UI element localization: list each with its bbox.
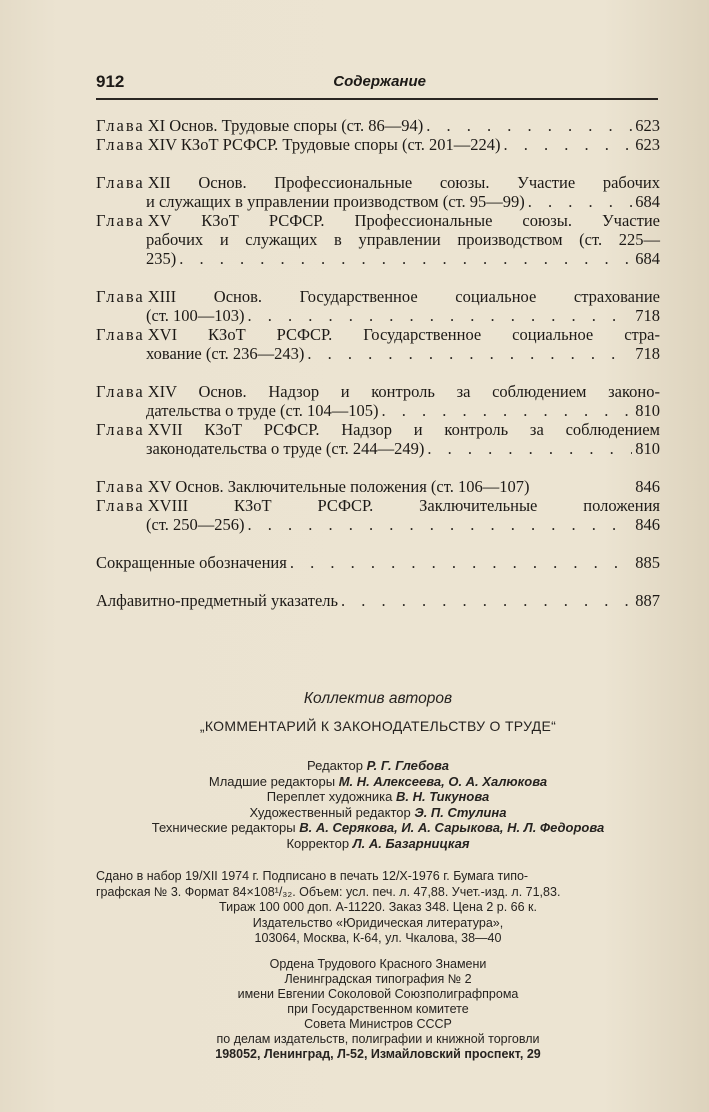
credit-line — [96, 789, 660, 805]
toc-page-number: 887 — [635, 591, 660, 610]
dot-leader — [248, 306, 633, 325]
toc-line — [96, 192, 660, 211]
print-line: Тираж 100 000 доп. А-11220. Заказ 348. Цена 2 р. 66 к. — [219, 900, 537, 914]
chapter-prefix: Глава — [96, 287, 145, 306]
toc-line — [96, 420, 660, 439]
credit-line — [96, 774, 660, 790]
table-of-contents — [96, 116, 660, 629]
printer-line: 198052, Ленинград, Л-52, Измайловский проспект, 29 — [215, 1046, 541, 1061]
toc-line — [96, 382, 660, 401]
toc-line — [96, 496, 660, 515]
toc-text: 235) — [146, 249, 177, 268]
running-title: Содержание — [333, 73, 426, 90]
toc-line — [96, 116, 660, 135]
chapter-prefix: Глава — [96, 477, 145, 496]
chapter-prefix: Глава — [96, 325, 145, 344]
toc-line — [96, 439, 660, 458]
chapter-prefix: Глава — [96, 496, 145, 515]
printer-line: Ленинградская типография № 2 — [284, 971, 472, 986]
credit-line — [96, 836, 660, 852]
page-number: 912 — [96, 72, 125, 91]
toc-group — [96, 173, 660, 268]
toc-text: (ст. 100—103) — [146, 306, 245, 325]
toc-text: Алфавитно-предметный указатель — [96, 591, 339, 610]
toc-line — [96, 325, 660, 344]
dot-leader — [504, 135, 633, 154]
toc-text: XVII КЗоТ РСФСР. Надзор и контроль за соблюдением — [147, 420, 660, 439]
printer-line: при Государственном комитете — [287, 1001, 469, 1016]
toc-group — [96, 382, 660, 458]
toc-entry — [96, 553, 660, 572]
toc-text: хование (ст. 236—243) — [146, 344, 305, 363]
printer-line: имени Евгении Соколовой Союзполиграфпрома — [237, 986, 519, 1001]
toc-page-number: 846 — [635, 477, 660, 496]
toc-text: XVI КЗоТ РСФСР. Государственное социальное стра- — [147, 325, 660, 344]
toc-line — [96, 211, 660, 230]
toc-line — [96, 553, 660, 572]
toc-entry — [96, 173, 660, 211]
toc-group — [96, 477, 660, 534]
credit-name: Л. А. Базарницкая — [352, 835, 470, 851]
dot-leader — [382, 401, 633, 420]
printer-line: Ордена Трудового Красного Знамени — [269, 956, 487, 971]
credit-name: В. Н. Тикунова — [395, 789, 490, 804]
print-line: Сдано в набор 19/XII 1974 г. Подписано в печать 12/X-1976 г. Бумага типо- — [96, 869, 529, 883]
toc-page-number: 810 — [635, 439, 660, 458]
credit-name: М. Н. Алексеева, О. А. Халюкова — [338, 773, 548, 789]
toc-entry — [96, 382, 660, 420]
toc-page-number: 718 — [635, 306, 660, 325]
toc-page-number: 718 — [635, 344, 660, 363]
chapter-prefix: Глава — [96, 173, 145, 192]
toc-text: XIV КЗоТ РСФСР. Трудовые споры (ст. 201—224) — [147, 135, 501, 154]
chapter-prefix: Глава — [96, 116, 145, 135]
toc-line — [96, 287, 660, 306]
printer-block — [96, 957, 660, 1062]
credit-role: Технические редакторы — [151, 820, 296, 835]
credit-line — [96, 805, 660, 821]
toc-line — [96, 173, 660, 192]
chapter-prefix: Глава — [96, 135, 145, 154]
toc-entry — [96, 287, 660, 325]
printer-line: по делам издательств, полиграфии и книжной торговли — [216, 1031, 540, 1046]
dot-leader — [528, 192, 632, 211]
toc-line — [96, 477, 660, 496]
publisher-address: 103064, Москва, К-64, ул. Чкалова, 38—40 — [254, 931, 502, 945]
toc-text: XII Основ. Профессиональные союзы. Участие рабочих — [147, 173, 660, 192]
toc-line — [96, 230, 660, 249]
toc-text: XV КЗоТ РСФСР. Профессиональные союзы. Участие — [147, 211, 660, 230]
toc-entry — [96, 325, 660, 363]
toc-text: XIII Основ. Государственное социальное страхование — [147, 287, 660, 306]
toc-entry — [96, 116, 660, 135]
toc-text: (ст. 250—256) — [146, 515, 245, 534]
toc-text: Сокращенные обозначения — [96, 553, 287, 572]
credit-role: Художественный редактор — [249, 804, 411, 820]
dot-leader — [341, 591, 632, 610]
toc-group — [96, 591, 660, 610]
print-line: графская № 3. Формат 84×108¹/₃₂. Объем: усл. печ. л. 47,88. Учет.-изд. л. 71,83. — [96, 884, 561, 899]
toc-line — [96, 306, 660, 325]
toc-line — [96, 591, 660, 610]
chapter-prefix: Глава — [96, 420, 145, 439]
credits-block — [96, 758, 660, 851]
toc-text: дательства о труде (ст. 104—105) — [146, 401, 379, 420]
toc-entry — [96, 591, 660, 610]
toc-entry — [96, 496, 660, 534]
toc-line — [96, 135, 660, 154]
colophon — [96, 690, 660, 1062]
chapter-prefix: Глава — [96, 382, 145, 401]
credit-role: Переплет художника — [266, 789, 393, 804]
credit-name: Р. Г. Глебова — [366, 758, 449, 773]
toc-text: законодательства о труде (ст. 244—249) — [146, 439, 425, 458]
credit-role: Корректор — [286, 835, 350, 851]
toc-line — [96, 249, 660, 268]
dot-leader — [307, 344, 632, 363]
toc-line — [96, 401, 660, 420]
credit-name: Э. П. Стулина — [414, 804, 507, 820]
toc-text: XVIII КЗоТ РСФСР. Заключительные положения — [147, 496, 660, 515]
dot-leader — [426, 116, 632, 135]
toc-text: XIV Основ. Надзор и контроль за соблюдением законо- — [147, 382, 660, 401]
toc-group — [96, 287, 660, 363]
toc-line — [96, 515, 660, 534]
toc-text: XI Основ. Трудовые споры (ст. 86—94) — [147, 116, 424, 135]
publisher-line: Издательство «Юридическая литература», — [252, 915, 504, 930]
toc-page-number: 846 — [635, 515, 660, 534]
toc-group — [96, 553, 660, 572]
toc-page-number: 623 — [635, 135, 660, 154]
page-header — [96, 72, 658, 100]
printer-line: Совета Министров СССР — [304, 1016, 452, 1031]
toc-text: XV Основ. Заключительные положения (ст. 106—107) — [147, 477, 530, 496]
credit-role: Редактор — [307, 758, 363, 773]
toc-page-number: 684 — [635, 249, 660, 268]
authors-line: Коллектив авторов — [303, 690, 453, 707]
toc-entry — [96, 477, 660, 496]
dot-leader — [248, 515, 633, 534]
credit-role: Младшие редакторы — [208, 773, 336, 789]
toc-line — [96, 344, 660, 363]
toc-page-number: 623 — [635, 116, 660, 135]
credit-name: В. А. Серякова, И. А. Сарыкова, Н. Л. Федорова — [299, 820, 605, 835]
toc-entry — [96, 211, 660, 268]
toc-entry — [96, 135, 660, 154]
toc-text: рабочих и служащих в управлении производством (ст. 225— — [146, 230, 660, 249]
credit-line — [96, 758, 660, 774]
dot-leader — [290, 553, 632, 572]
book-title: „КОММЕНТАРИЙ К ЗАКОНОДАТЕЛЬСТВУ О ТРУДЕ“ — [199, 718, 557, 734]
chapter-prefix: Глава — [96, 211, 145, 230]
toc-group — [96, 116, 660, 154]
toc-page-number: 810 — [635, 401, 660, 420]
toc-page-number: 885 — [635, 553, 660, 572]
toc-text: и служащих в управлении производством (ст. 95—99) — [146, 192, 525, 211]
toc-entry — [96, 420, 660, 458]
dot-leader — [179, 249, 632, 268]
dot-leader — [427, 439, 632, 458]
toc-page-number: 684 — [635, 192, 660, 211]
credit-line — [96, 820, 660, 836]
print-info — [96, 869, 660, 947]
